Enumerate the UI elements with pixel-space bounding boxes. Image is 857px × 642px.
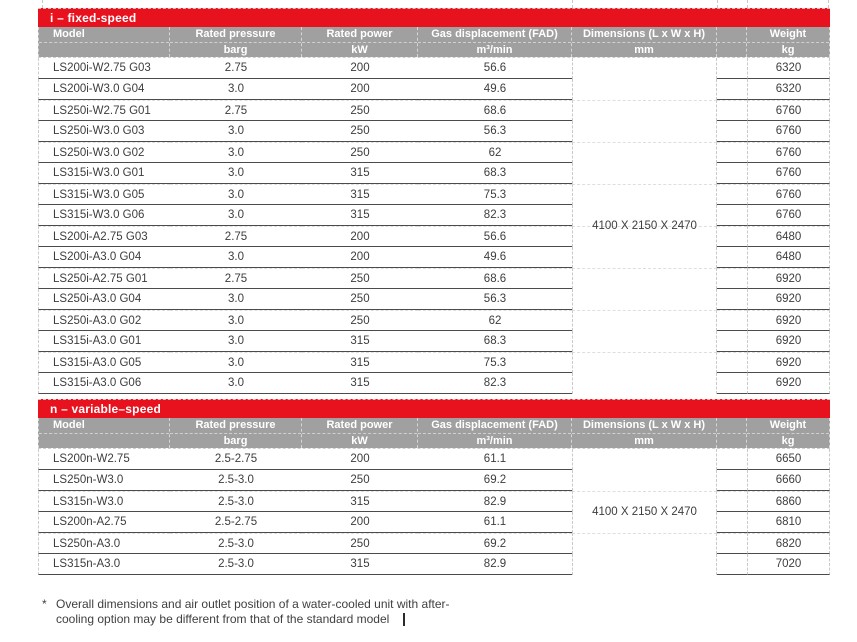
cell-weight: 7020 bbox=[747, 554, 830, 575]
cell-model: LS250i-A3.0 G02 bbox=[38, 310, 170, 331]
cell-weight: 6760 bbox=[747, 142, 830, 163]
cell-model: LS250n-W3.0 bbox=[38, 470, 170, 491]
column-label: Model bbox=[53, 28, 85, 40]
cell-model: LS200i-A3.0 G04 bbox=[38, 247, 170, 268]
cell-rated-pressure: 2.75 bbox=[170, 268, 302, 289]
table-row bbox=[38, 247, 830, 268]
cell-dimensions bbox=[572, 226, 717, 247]
cell-gas-displacement: 61.1 bbox=[418, 449, 572, 470]
cell-model: LS200i-W3.0 G04 bbox=[38, 79, 170, 100]
cell-dimensions bbox=[572, 449, 717, 470]
cell-rated-pressure: 3.0 bbox=[170, 310, 302, 331]
cell-spacer bbox=[717, 449, 747, 470]
cell-rated-pressure: 2.5-3.0 bbox=[170, 470, 302, 491]
cell-dimensions bbox=[572, 268, 717, 289]
cell-spacer bbox=[717, 554, 747, 575]
cell-dimensions bbox=[572, 512, 717, 533]
cell-weight: 6920 bbox=[747, 268, 830, 289]
cell-rated-power: 250 bbox=[302, 470, 418, 491]
footnote-text bbox=[56, 597, 450, 627]
col-header-rated-power bbox=[302, 27, 418, 57]
cell-model: LS200i-W2.75 G03 bbox=[38, 58, 170, 79]
column-unit bbox=[717, 433, 746, 448]
section-title-bar bbox=[38, 8, 830, 27]
table-row bbox=[38, 184, 830, 205]
table-row bbox=[38, 58, 830, 79]
table-row bbox=[38, 142, 830, 163]
section-title-bar bbox=[38, 399, 830, 418]
cell-dimensions bbox=[572, 373, 717, 394]
cell-rated-pressure: 3.0 bbox=[170, 142, 302, 163]
col-header-gas-displacement bbox=[418, 418, 572, 448]
cell-rated-pressure: 2.5-2.75 bbox=[170, 512, 302, 533]
col-header-dimensions bbox=[572, 27, 717, 57]
spec-table-document bbox=[38, 0, 830, 627]
cell-dimensions bbox=[572, 163, 717, 184]
column-unit: m³/min bbox=[418, 42, 571, 57]
cell-rated-pressure: 3.0 bbox=[170, 205, 302, 226]
col-header-spacer bbox=[717, 27, 747, 57]
cell-gas-displacement: 68.3 bbox=[418, 163, 572, 184]
cell-rated-pressure: 3.0 bbox=[170, 184, 302, 205]
cell-rated-pressure: 3.0 bbox=[170, 289, 302, 310]
cell-rated-power: 250 bbox=[302, 142, 418, 163]
col-header-model bbox=[38, 418, 170, 448]
cell-gas-displacement: 68.3 bbox=[418, 331, 572, 352]
cell-rated-pressure: 3.0 bbox=[170, 352, 302, 373]
cell-gas-displacement: 68.6 bbox=[418, 268, 572, 289]
cell-model: LS250i-W3.0 G03 bbox=[38, 121, 170, 142]
cell-gas-displacement: 49.6 bbox=[418, 79, 572, 100]
cell-rated-pressure: 2.5-2.75 bbox=[170, 449, 302, 470]
section-rows bbox=[38, 449, 830, 575]
cell-model: LS250n-A3.0 bbox=[38, 533, 170, 554]
cell-rated-power: 315 bbox=[302, 373, 418, 394]
cell-dimensions bbox=[572, 533, 717, 554]
cell-spacer bbox=[717, 512, 747, 533]
top-border-ticks bbox=[38, 0, 830, 8]
cell-weight: 6920 bbox=[747, 331, 830, 352]
column-label: Gas displacement (FAD) bbox=[431, 419, 558, 431]
cell-weight: 6920 bbox=[747, 310, 830, 331]
column-label: Rated pressure bbox=[195, 28, 276, 40]
cell-model: LS315n-A3.0 bbox=[38, 554, 170, 575]
column-label: Rated power bbox=[326, 28, 393, 40]
table-row bbox=[38, 121, 830, 142]
cell-weight: 6760 bbox=[747, 184, 830, 205]
table-row bbox=[38, 310, 830, 331]
cell-rated-power: 200 bbox=[302, 79, 418, 100]
cell-rated-pressure: 2.75 bbox=[170, 226, 302, 247]
cell-dimensions bbox=[572, 491, 717, 512]
col-header-weight bbox=[747, 418, 830, 448]
cell-rated-pressure: 2.5-3.0 bbox=[170, 533, 302, 554]
cell-rated-power: 250 bbox=[302, 100, 418, 121]
column-header-row bbox=[38, 418, 830, 449]
cell-gas-displacement: 82.9 bbox=[418, 491, 572, 512]
cell-rated-pressure: 3.0 bbox=[170, 331, 302, 352]
column-label bbox=[717, 418, 746, 433]
column-unit: barg bbox=[170, 42, 301, 57]
table-row bbox=[38, 205, 830, 226]
cell-rated-pressure: 3.0 bbox=[170, 163, 302, 184]
col-header-dimensions bbox=[572, 418, 717, 448]
cell-dimensions bbox=[572, 470, 717, 491]
table-row bbox=[38, 331, 830, 352]
column-unit: barg bbox=[170, 433, 301, 448]
cell-spacer bbox=[717, 163, 747, 184]
cell-rated-power: 250 bbox=[302, 268, 418, 289]
cell-rated-pressure: 3.0 bbox=[170, 79, 302, 100]
cell-gas-displacement: 75.3 bbox=[418, 184, 572, 205]
column-border-tick bbox=[572, 0, 573, 8]
table-row bbox=[38, 226, 830, 247]
cell-rated-power: 315 bbox=[302, 184, 418, 205]
cell-spacer bbox=[717, 268, 747, 289]
cell-weight: 6760 bbox=[747, 205, 830, 226]
cell-rated-power: 200 bbox=[302, 449, 418, 470]
cell-gas-displacement: 62 bbox=[418, 310, 572, 331]
cell-weight: 6860 bbox=[747, 491, 830, 512]
column-label: Weight bbox=[769, 28, 807, 40]
cell-rated-pressure: 2.5-3.0 bbox=[170, 554, 302, 575]
cell-gas-displacement: 68.6 bbox=[418, 100, 572, 121]
cell-spacer bbox=[717, 373, 747, 394]
col-header-rated-pressure bbox=[170, 418, 302, 448]
table-section bbox=[38, 399, 830, 575]
cell-rated-power: 200 bbox=[302, 512, 418, 533]
table-row bbox=[38, 289, 830, 310]
cell-model: LS315i-A3.0 G01 bbox=[38, 331, 170, 352]
table-row bbox=[38, 512, 830, 533]
col-header-rated-pressure bbox=[170, 27, 302, 57]
cell-gas-displacement: 62 bbox=[418, 142, 572, 163]
table-row bbox=[38, 79, 830, 100]
column-unit bbox=[39, 42, 169, 57]
cell-weight: 6760 bbox=[747, 121, 830, 142]
cell-rated-power: 315 bbox=[302, 554, 418, 575]
column-unit: m³/min bbox=[418, 433, 571, 448]
merged-dimensions-value: 4100 X 2150 X 2470 bbox=[592, 219, 697, 232]
column-header-row bbox=[38, 27, 830, 58]
cell-spacer bbox=[717, 142, 747, 163]
col-header-model bbox=[38, 27, 170, 57]
cell-dimensions bbox=[572, 352, 717, 373]
footnote[interactable] bbox=[42, 597, 830, 627]
cell-model: LS200i-A2.75 G03 bbox=[38, 226, 170, 247]
column-border-tick bbox=[717, 0, 718, 8]
cell-gas-displacement: 82.9 bbox=[418, 554, 572, 575]
cell-spacer bbox=[717, 121, 747, 142]
column-border-tick bbox=[42, 0, 43, 8]
column-unit: mm bbox=[572, 42, 716, 57]
cell-spacer bbox=[717, 352, 747, 373]
cell-dimensions bbox=[572, 554, 717, 575]
col-header-weight bbox=[747, 27, 830, 57]
cell-dimensions bbox=[572, 184, 717, 205]
cell-spacer bbox=[717, 226, 747, 247]
cell-spacer bbox=[717, 205, 747, 226]
table-row bbox=[38, 163, 830, 184]
cell-gas-displacement: 69.2 bbox=[418, 470, 572, 491]
cell-gas-displacement: 49.6 bbox=[418, 247, 572, 268]
cell-rated-power: 315 bbox=[302, 205, 418, 226]
col-header-spacer bbox=[717, 418, 747, 448]
cell-model: LS250i-W2.75 G01 bbox=[38, 100, 170, 121]
cell-model: LS200n-A2.75 bbox=[38, 512, 170, 533]
cell-spacer bbox=[717, 533, 747, 554]
cell-dimensions bbox=[572, 247, 717, 268]
col-header-rated-power bbox=[302, 418, 418, 448]
footnote-line-2: cooling option may be different from that of the standard model bbox=[56, 612, 390, 626]
cell-rated-power: 315 bbox=[302, 352, 418, 373]
cell-rated-power: 315 bbox=[302, 331, 418, 352]
cell-model: LS315i-W3.0 G06 bbox=[38, 205, 170, 226]
cell-gas-displacement: 56.3 bbox=[418, 289, 572, 310]
cell-spacer bbox=[717, 184, 747, 205]
column-label: Model bbox=[53, 419, 85, 431]
table-row bbox=[38, 554, 830, 575]
cell-rated-power: 315 bbox=[302, 163, 418, 184]
cell-spacer bbox=[717, 289, 747, 310]
column-unit bbox=[39, 433, 169, 448]
cell-rated-power: 200 bbox=[302, 247, 418, 268]
column-border-tick bbox=[747, 0, 748, 8]
table-row bbox=[38, 533, 830, 554]
cell-spacer bbox=[717, 310, 747, 331]
section-title: i – fixed-speed bbox=[50, 11, 137, 25]
cell-rated-power: 250 bbox=[302, 121, 418, 142]
cell-spacer bbox=[717, 100, 747, 121]
footnote-asterisk: * bbox=[42, 597, 47, 611]
cell-dimensions bbox=[572, 58, 717, 79]
cell-rated-pressure: 3.0 bbox=[170, 373, 302, 394]
column-label: Rated power bbox=[326, 419, 393, 431]
cell-gas-displacement: 82.3 bbox=[418, 373, 572, 394]
column-label bbox=[717, 27, 746, 42]
cell-rated-power: 200 bbox=[302, 58, 418, 79]
cell-weight: 6920 bbox=[747, 352, 830, 373]
cell-dimensions bbox=[572, 310, 717, 331]
cell-dimensions bbox=[572, 331, 717, 352]
table-section bbox=[38, 8, 830, 394]
cell-gas-displacement: 82.3 bbox=[418, 205, 572, 226]
cell-weight: 6320 bbox=[747, 79, 830, 100]
cell-weight: 6760 bbox=[747, 163, 830, 184]
section-rows bbox=[38, 58, 830, 394]
cell-rated-pressure: 3.0 bbox=[170, 247, 302, 268]
cell-gas-displacement: 69.2 bbox=[418, 533, 572, 554]
table-row bbox=[38, 352, 830, 373]
cell-spacer bbox=[717, 247, 747, 268]
section-title: n – variable–speed bbox=[50, 402, 161, 416]
cell-weight: 6820 bbox=[747, 533, 830, 554]
cell-dimensions bbox=[572, 289, 717, 310]
cell-rated-power: 200 bbox=[302, 226, 418, 247]
cell-rated-power: 250 bbox=[302, 533, 418, 554]
table-row bbox=[38, 268, 830, 289]
column-label: Dimensions (L x W x H) bbox=[582, 419, 706, 431]
cell-rated-pressure: 2.5-3.0 bbox=[170, 491, 302, 512]
cell-weight: 6810 bbox=[747, 512, 830, 533]
cell-rated-power: 250 bbox=[302, 289, 418, 310]
cell-dimensions bbox=[572, 142, 717, 163]
table-row bbox=[38, 449, 830, 470]
cell-model: LS315i-A3.0 G06 bbox=[38, 373, 170, 394]
column-label: Gas displacement (FAD) bbox=[431, 28, 558, 40]
column-unit bbox=[717, 42, 746, 57]
cell-rated-pressure: 2.75 bbox=[170, 100, 302, 121]
cell-rated-pressure: 3.0 bbox=[170, 121, 302, 142]
cell-dimensions bbox=[572, 121, 717, 142]
cell-weight: 6920 bbox=[747, 373, 830, 394]
cell-model: LS315i-W3.0 G01 bbox=[38, 163, 170, 184]
cell-dimensions bbox=[572, 79, 717, 100]
table-sections bbox=[38, 8, 830, 575]
column-unit: kg bbox=[747, 42, 829, 57]
text-cursor bbox=[403, 613, 405, 626]
cell-spacer bbox=[717, 491, 747, 512]
merged-dimensions-value: 4100 X 2150 X 2470 bbox=[592, 505, 697, 518]
table-row bbox=[38, 100, 830, 121]
cell-gas-displacement: 56.6 bbox=[418, 58, 572, 79]
column-label: Dimensions (L x W x H) bbox=[582, 28, 706, 40]
cell-gas-displacement: 61.1 bbox=[418, 512, 572, 533]
cell-weight: 6480 bbox=[747, 226, 830, 247]
cell-model: LS250i-W3.0 G02 bbox=[38, 142, 170, 163]
footnote-line-1: Overall dimensions and air outlet position of a water-cooled unit with after- bbox=[56, 597, 450, 611]
cell-model: LS200n-W2.75 bbox=[38, 449, 170, 470]
column-label: Weight bbox=[769, 419, 807, 431]
table-row bbox=[38, 491, 830, 512]
cell-model: LS315n-W3.0 bbox=[38, 491, 170, 512]
cell-spacer bbox=[717, 470, 747, 491]
cell-rated-power: 315 bbox=[302, 491, 418, 512]
cell-model: LS315i-W3.0 G05 bbox=[38, 184, 170, 205]
cell-weight: 6660 bbox=[747, 470, 830, 491]
cell-weight: 6480 bbox=[747, 247, 830, 268]
cell-gas-displacement: 56.3 bbox=[418, 121, 572, 142]
cell-weight: 6760 bbox=[747, 100, 830, 121]
cell-weight: 6320 bbox=[747, 58, 830, 79]
column-label: Rated pressure bbox=[195, 419, 276, 431]
column-unit: mm bbox=[572, 433, 716, 448]
column-border-tick bbox=[828, 0, 829, 8]
cell-model: LS250i-A3.0 G04 bbox=[38, 289, 170, 310]
cell-gas-displacement: 56.6 bbox=[418, 226, 572, 247]
cell-rated-pressure: 2.75 bbox=[170, 58, 302, 79]
cell-rated-power: 250 bbox=[302, 310, 418, 331]
cell-dimensions bbox=[572, 205, 717, 226]
column-unit: kg bbox=[747, 433, 829, 448]
cell-spacer bbox=[717, 79, 747, 100]
cell-spacer bbox=[717, 58, 747, 79]
cell-spacer bbox=[717, 331, 747, 352]
table-row bbox=[38, 373, 830, 394]
col-header-gas-displacement bbox=[418, 27, 572, 57]
cell-model: LS250i-A2.75 G01 bbox=[38, 268, 170, 289]
cell-weight: 6650 bbox=[747, 449, 830, 470]
cell-dimensions bbox=[572, 100, 717, 121]
cell-gas-displacement: 75.3 bbox=[418, 352, 572, 373]
table-row bbox=[38, 470, 830, 491]
column-unit: kW bbox=[302, 42, 417, 57]
cell-model: LS315i-A3.0 G05 bbox=[38, 352, 170, 373]
cell-weight: 6920 bbox=[747, 289, 830, 310]
column-unit: kW bbox=[302, 433, 417, 448]
